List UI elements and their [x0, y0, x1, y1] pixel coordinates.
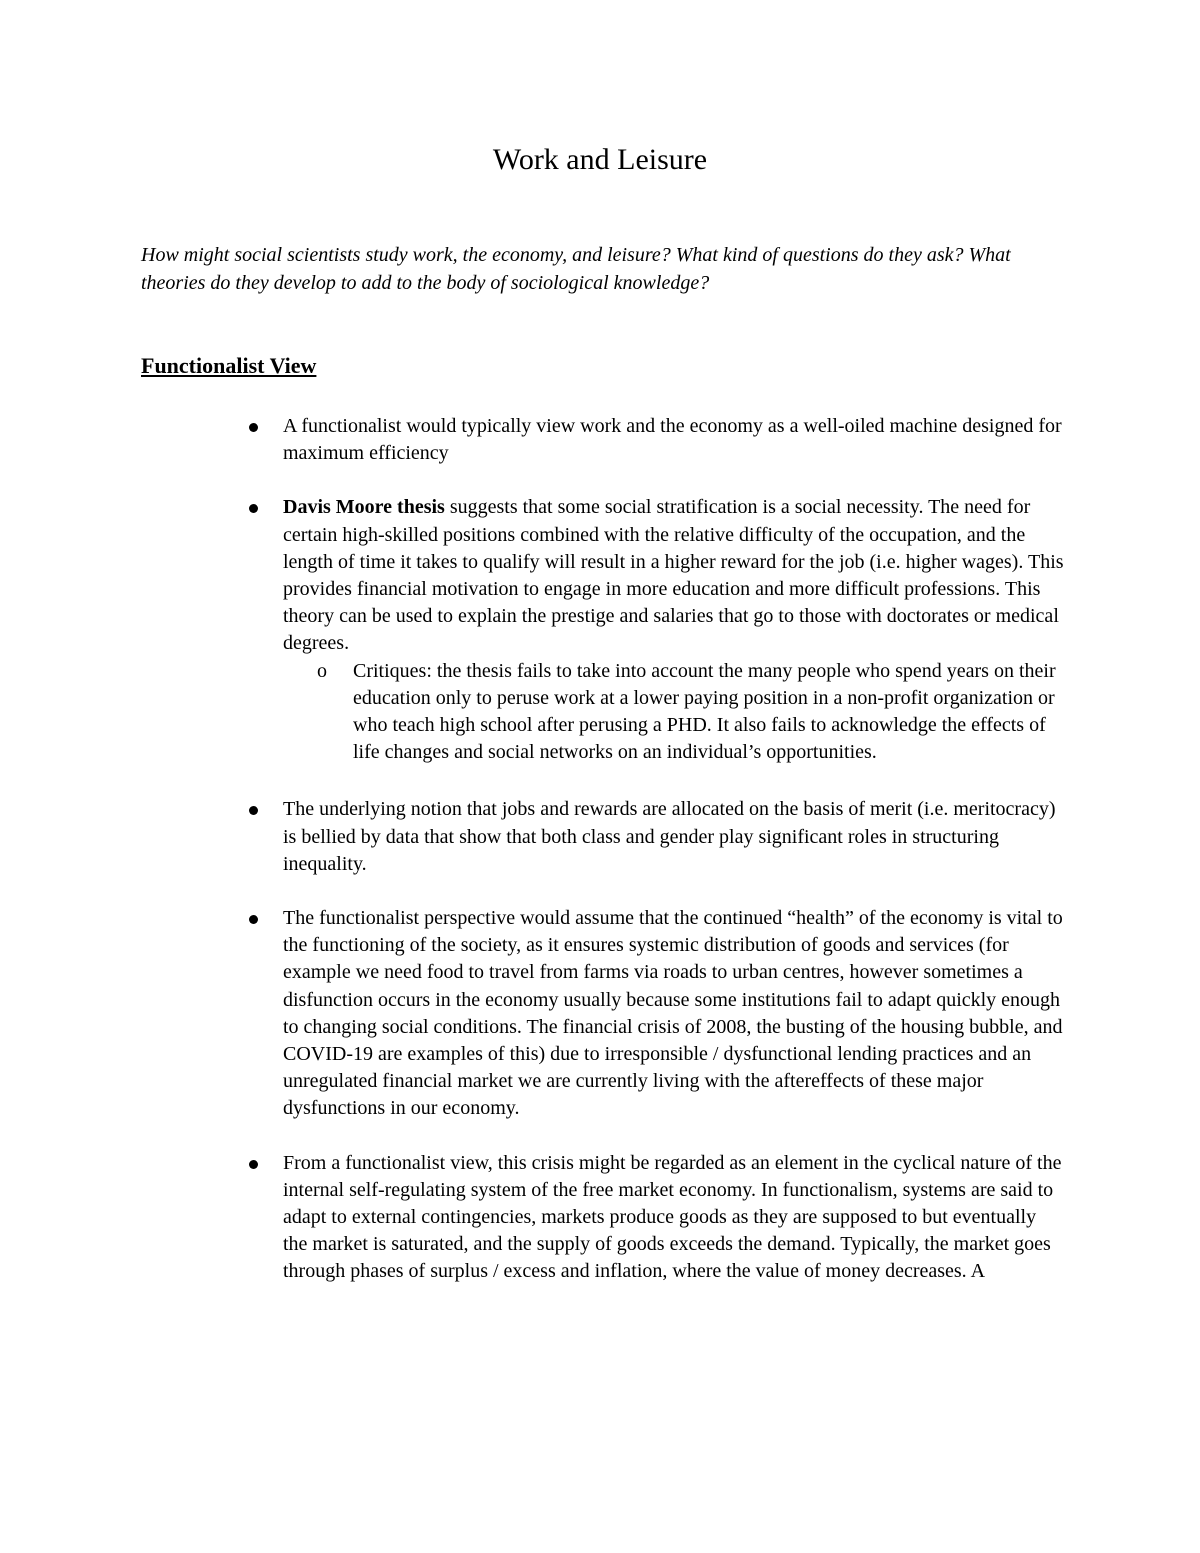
bullet-item	[0, 796, 1065, 878]
bullet-icon	[249, 1160, 258, 1169]
bullet-icon	[249, 915, 258, 924]
sub-bullet-item	[281, 658, 1063, 767]
bullet-list	[0, 413, 1200, 1313]
bullet-text: From a functionalist view, this crisis might be regarded as an element in the cyclical nature of the internal self-regulating system of the free market economy. In functionalism, systems are said to adapt to external contingencies, markets produce goods as they are supposed to but eventually the market is saturated, and the supply of goods exceeds the demand. Typically, the market goes through phases of surplus / excess and inflation, where the value of money decreases. A	[283, 1151, 1062, 1283]
page-title: Work and Leisure	[492, 143, 708, 176]
bullet-item	[0, 1150, 1065, 1286]
sub-bullet-text: Critiques: the thesis fails to take into account the many people who spend years on their education only to peruse work at a lower paying position in a non-profit organization or who teach high school after perusing a PHD. It also fails to acknowledge the effects of life changes and social networks on an individual’s opportunities.	[353, 659, 1056, 764]
bullet-text: The underlying notion that jobs and rewards are allocated on the basis of merit (i.e. meritocracy) is bellied by data that show that both class and gender play significant roles in structuring inequality.	[283, 798, 1056, 875]
bullet-text-body: suggests that some social stratification is a social necessity. The need for certain high-skilled positions combined with the relative difficulty of the occupation, and the length of time it takes to qualify will result in a higher reward for the job (i.e. higher wages). This provides financial motivation to engage in more education and more difficult professions. This theory can be used to explain the prestige and salaries that go to those with doctorates or medical degrees.	[283, 496, 1064, 655]
section-heading: Functionalist View	[141, 353, 317, 378]
bullet-item	[0, 494, 1065, 766]
bullet-icon	[249, 806, 258, 815]
bullet-text	[283, 494, 1065, 657]
bullet-icon	[249, 504, 258, 513]
bold-term: Davis Moore thesis	[283, 496, 445, 519]
bullet-item	[0, 905, 1065, 1123]
intro-questions: How might social scientists study work, the economy, and leisure? What kind of questions do they ask? What theories do they develop to add to the body of sociological knowledge?	[141, 244, 1011, 294]
bullet-text: A functionalist would typically view work and the economy as a well-oiled machine designed for maximum efficiency	[283, 415, 1062, 465]
sub-bullet-list	[283, 658, 1065, 767]
bullet-icon	[249, 423, 258, 432]
bullet-item	[0, 413, 1065, 467]
bullet-text: The functionalist perspective would assume that the continued “health” of the economy is vital to the functioning of the society, as it ensures systemic distribution of goods and services (for example we need food to travel from farms via roads to urban centres, however sometimes a disfunction occurs in the economy usually because some institutions fail to adapt quickly enough to changing social conditions. The financial crisis of 2008, the busting of the housing bubble, and COVID-19 are examples of this) due to irresponsible / dysfunctional lending practices and an unregulated financial market we are currently living with the aftereffects of these major dysfunctions in our economy.	[283, 907, 1063, 1120]
circle-bullet-icon: o	[317, 659, 327, 682]
